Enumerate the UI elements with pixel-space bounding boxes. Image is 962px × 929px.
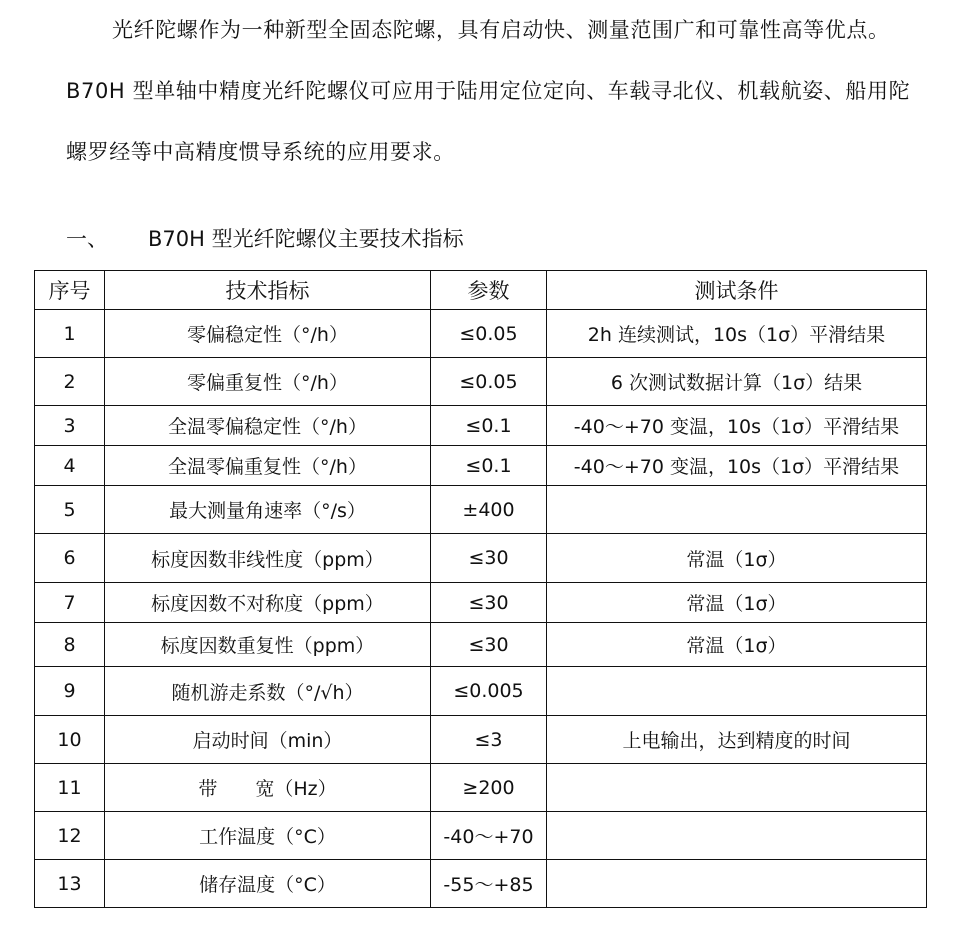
table-row (35, 534, 927, 583)
row-value: ≤0.005 (431, 667, 547, 716)
row-spec: 标度因数非线性度（ppm） (105, 534, 431, 583)
row-spec: 最大测量角速率（°/s） (105, 486, 431, 534)
row-index: 11 (35, 764, 105, 812)
row-value: ≤0.1 (431, 446, 547, 486)
header-value: 参数 (431, 271, 547, 310)
row-spec: 全温零偏重复性（°/h） (105, 446, 431, 486)
table-row (35, 310, 927, 358)
section-number: 一、 (66, 227, 108, 251)
row-index: 3 (35, 406, 105, 446)
header-spec: 技术指标 (105, 271, 431, 310)
table-row (35, 623, 927, 667)
row-value: ≤30 (431, 534, 547, 583)
row-index: 8 (35, 623, 105, 667)
row-spec: 标度因数重复性（ppm） (105, 623, 431, 667)
row-condition (547, 812, 927, 860)
table-row (35, 716, 927, 764)
table-row (35, 583, 927, 623)
table-row (35, 812, 927, 860)
row-spec: 随机游走系数（°/√h） (105, 667, 431, 716)
table-row (35, 860, 927, 908)
row-value: ≤30 (431, 583, 547, 623)
row-index: 13 (35, 860, 105, 908)
row-value: -55～+85 (431, 860, 547, 908)
row-value: ±400 (431, 486, 547, 534)
row-condition: 常温（1σ） (547, 583, 927, 623)
row-value: -40～+70 (431, 812, 547, 860)
table-row (35, 486, 927, 534)
row-condition (547, 667, 927, 716)
row-condition (547, 486, 927, 534)
row-spec: 零偏稳定性（°/h） (105, 310, 431, 358)
row-index: 7 (35, 583, 105, 623)
row-spec: 标度因数不对称度（ppm） (105, 583, 431, 623)
row-index: 1 (35, 310, 105, 358)
header-index: 序号 (35, 271, 105, 310)
table-row (35, 358, 927, 406)
table-row (35, 446, 927, 486)
row-condition: 2h 连续测试，10s（1σ）平滑结果 (547, 310, 927, 358)
row-condition: -40～+70 变温，10s（1σ）平滑结果 (547, 406, 927, 446)
section-heading (66, 222, 464, 256)
table-row (35, 406, 927, 446)
row-index: 9 (35, 667, 105, 716)
section-title: B70H 型光纤陀螺仪主要技术指标 (148, 227, 464, 251)
row-index: 6 (35, 534, 105, 583)
row-index: 2 (35, 358, 105, 406)
intro-paragraph: 光纤陀螺作为一种新型全固态陀螺，具有启动快、测量范围广和可靠性高等优点。B70H 型单轴中精度光纤陀螺仪可应用于陆用定位定向、车载寻北仪、机载航姿、船用陀螺罗经等中高精度惯导系统的应用要求。 (66, 18, 911, 164)
row-value: ≤30 (431, 623, 547, 667)
row-condition: -40～+70 变温，10s（1σ）平滑结果 (547, 446, 927, 486)
row-value: ≤0.05 (431, 310, 547, 358)
table-header-row (35, 271, 927, 310)
row-spec: 启动时间（min） (105, 716, 431, 764)
table-row (35, 667, 927, 716)
row-index: 12 (35, 812, 105, 860)
table-row (35, 764, 927, 812)
row-value: ≤0.05 (431, 358, 547, 406)
row-index: 10 (35, 716, 105, 764)
row-index: 4 (35, 446, 105, 486)
row-index: 5 (35, 486, 105, 534)
spec-table (34, 270, 927, 908)
row-condition: 6 次测试数据计算（1σ）结果 (547, 358, 927, 406)
row-value: ≤3 (431, 716, 547, 764)
row-condition (547, 764, 927, 812)
row-condition: 常温（1σ） (547, 623, 927, 667)
row-spec: 储存温度（°C） (105, 860, 431, 908)
row-spec: 零偏重复性（°/h） (105, 358, 431, 406)
row-spec: 工作温度（°C） (105, 812, 431, 860)
row-condition: 常温（1σ） (547, 534, 927, 583)
row-spec: 全温零偏稳定性（°/h） (105, 406, 431, 446)
row-condition: 上电输出，达到精度的时间 (547, 716, 927, 764)
row-condition (547, 860, 927, 908)
header-condition: 测试条件 (547, 271, 927, 310)
row-spec: 带 宽（Hz） (105, 764, 431, 812)
row-value: ≤0.1 (431, 406, 547, 446)
row-value: ≥200 (431, 764, 547, 812)
